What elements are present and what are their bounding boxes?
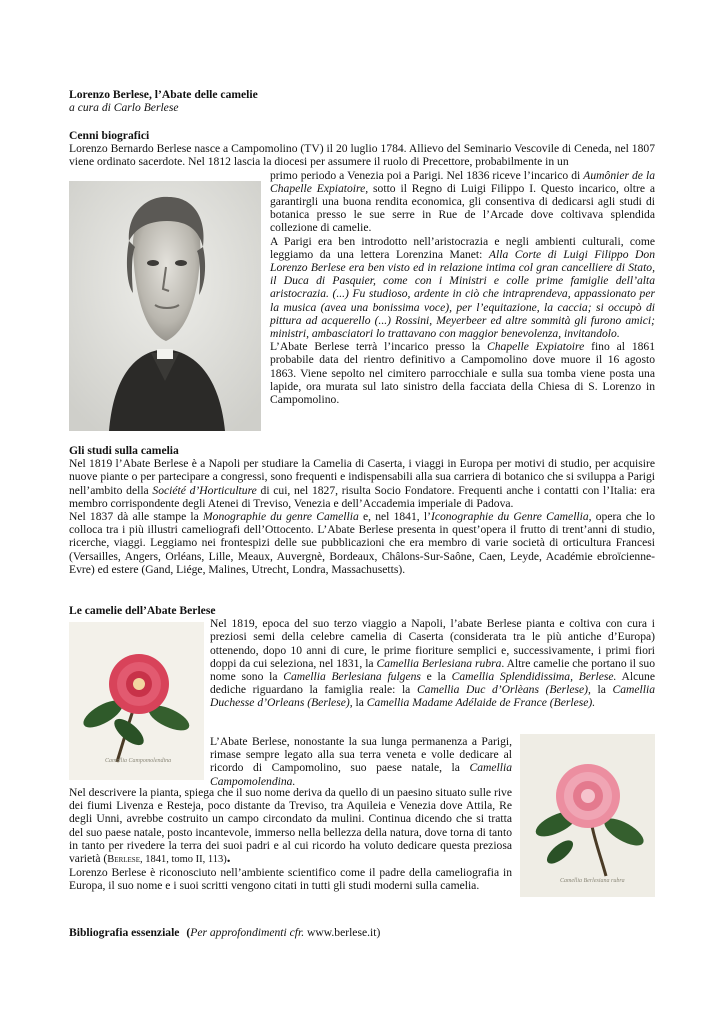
camellias-paragraph-3: Lorenzo Berlese è riconosciuto nell’ambiente scientifico come il padre della cameliografia in Europa, il suo nome e i suoi scritti vengono citati in tutti gli studi moderni sulla camelia. xyxy=(69,866,512,893)
camellias-section xyxy=(69,604,655,710)
camellias-wrap-column xyxy=(210,617,655,709)
camellias-heading: Le camelie dell’Abate Berlese xyxy=(69,604,216,617)
cam-p1-text-c: e la xyxy=(420,670,452,684)
document-header xyxy=(69,88,655,114)
cam-p1-text-d: Alcune dediche riguardano la famiglia reale: la xyxy=(210,670,655,697)
bio-section xyxy=(69,129,655,406)
bio-paragraph-2 xyxy=(270,235,655,341)
camellia-1-caption: Camellia Campomolendina xyxy=(105,758,172,764)
bio-p3-text-b: fino al 1861 probabile data del rientro definitivo a Campomolino dove muore il 16 agosto 1863. Viene sepolto nel cimitero parrocchiale e sulla sua tomba viene posta una lapide, ora murata sul lato sinistro della facciata della Chiesa di S. Lorenzo in Campomolino. xyxy=(270,340,656,407)
cam-p1-text-b: . Altre camelie che portano il suo nome sono la xyxy=(210,656,655,684)
bio-p2-text: A Parigi era ben introdotto nell’aristocrazia e negli ambienti culturali, come leggiamo da una lettera Lorenzina Manet: xyxy=(270,234,655,261)
cam-p2-period: . xyxy=(226,850,231,867)
bio-heading: Cenni biografici xyxy=(69,129,150,142)
studies-p1-text-a: Nel 1819 l’Abate Berlese è a Napoli per studiare la Camelia di Caserta, i viaggi in Europa per motivi di studio, per acquisire nuove piante o per partecipare a congressi, sono frequenti e indispensabili alla sua carriera di botanico che si sviluppa a Parigi nell’ambito della xyxy=(69,457,655,497)
cam-p2-ref-author: Berlese xyxy=(107,854,140,866)
bio-p1-text-a: primo periodo a Venezia poi a Parigi. Nel 1836 riceve l’incarico di xyxy=(270,168,584,182)
studies-heading: Gli studi sulla camelia xyxy=(69,444,179,457)
cam-p2-text-b: Nel descrivere la pianta, spiega che il suo nome deriva da quello di un paesino situato sulle rive dei fiumi Livenza e Resteja, poco distante da Treviso, tra Aquileia e Venezia dove Attila, Re degli Unni, avrebbe costruito un campo circondato da mulini. Continua dicendo che si tratta del suo paese natale, posto incantevole, immerso nella bellezza della natura, dove torna di tanto in tanto per rivedere la terra dei suoi padri e al cui ricordo ha voluto dedicare questa preziosa varietà ( xyxy=(69,786,513,866)
camellia-2-caption: Camellia Berlesiana rubra xyxy=(560,878,625,884)
cam-p1-italic-2: Camellia Berlesiana fulgens xyxy=(283,670,421,684)
camellias-paragraph-1 xyxy=(210,617,655,709)
bibliography-note: Per approfondimenti cfr. xyxy=(190,926,305,939)
studies-p2-italic-1: Monographie du genre Camellia xyxy=(203,510,359,524)
document-author: a cura di Carlo Berlese xyxy=(69,101,179,115)
bio-p2-quote: Alla Corte di Luigi Filippo Don Lorenzo Berlese era ben visto ed in relazione intima col gran cancelliere di Stato, il Duca di Pasquier, come con i Ministri e colle prime famiglie dell’alta aristocrazia. (...) Fu studioso, ardente in ciò che intraprendeva, appassionato per la musica (avea una bonissima voce), per l’equitazione, la caccia; si occupò di pittura ad acquerello (...) Rossini, Meyerbeer ed altre sommità gli furono amici; ministri, ambasciatori lo trattavano con maggior benevolenza, invitandolo. xyxy=(270,247,656,341)
studies-p1-text-b: di cui, nel 1827, risulta Socio Fondatore. Frequenti anche i contatti con l’Italia: era membro corrispondente degli Atenei di Treviso, Venezia e dell’Accademia imperiale di Padova. xyxy=(69,483,655,510)
bio-p1-text-b: sotto il Regno di Luigi Filippo I. Questo incarico, oltre a garantirgli una buona rendita economica, gli consentiva di dedicarsi agli studi di botanica presso le sue serre in Rue de l’Arcade dove coltivava splendida collezione di camelie. xyxy=(270,181,655,235)
bio-p3-text-a: L’Abate Berlese terrà l’incarico presso la xyxy=(270,340,488,354)
cam-p1-italic-4: Camellia Duc d’Orlèans (Berlese), xyxy=(416,683,591,697)
cam-p1-italic-6: Camellia Madame Adélaide de France (Berlese). xyxy=(366,696,596,710)
bibliography-heading: Bibliografia essenziale xyxy=(69,926,180,939)
bio-paragraph-1-top: Lorenzo Bernardo Berlese nasce a Campomolino (TV) il 20 luglio 1784. Allievo del Seminario Vescovile di Ceneda, nel 1807 viene ordinato sacerdote. Nel 1812 lascia la diocesi per assumere il ruolo di Precettore, probabilmente in un xyxy=(69,142,655,169)
bibliography xyxy=(69,926,655,939)
cam-p1-italic-1: Camellia Berlesiana rubra xyxy=(376,656,502,670)
bibliography-link[interactable]: www.berlese.it) xyxy=(304,926,381,939)
document-title: Lorenzo Berlese, l’Abate delle camelie xyxy=(69,88,258,101)
cam-p1-italic-3: Camellia Splendidissima, Berlese. xyxy=(451,670,617,684)
cam-p1-text-e: la xyxy=(590,683,613,697)
studies-paragraph-1 xyxy=(69,457,655,510)
cam-p1-text-f: la xyxy=(352,696,367,710)
bio-p3-italic: Chapelle Expiatoire xyxy=(487,340,585,354)
bio-paragraph-3 xyxy=(270,340,655,406)
studies-p2-text-c: opera che lo colloca tra i più illustri cameliografi dell’Ottocento. L’Abate Berlese presenta in quest’opera il frutto di trent’anni di studio, ricerche, viaggi. Leggiamo nei frontespizi delle sue pubblicazioni che era membro di varie società di orticultura Francesi (Versailles, Angers, Orléans, Lille, Meaux, Auvergnè, Bordeaux, Châlons-Sur-Saône, Caen, Leyde, Académie ebroïcienne-Evre) ed estere (Gand, Liége, Malines, Utrecht, Londra, Massachusetts). xyxy=(69,510,656,576)
bio-right-column xyxy=(270,169,655,407)
cam-p2-ref-detail: , 1841, tomo II, 113) xyxy=(139,854,227,866)
cam-p2-italic: Camellia Campomolendina. xyxy=(210,761,512,788)
cam-p1-italic-5: Camellia Duchesse d’Orleans (Berlese), xyxy=(210,683,656,710)
studies-p2-text-a: Nel 1837 dà alle stampe la xyxy=(69,510,203,524)
bio-paragraph-1 xyxy=(270,169,655,235)
studies-p1-italic: Société d’Horticulture xyxy=(152,483,257,497)
cam-p1-text-a: Nel 1819, epoca del suo terzo viaggio a Napoli, l’abate Berlese pianta e coltiva con cura i preziosi semi della celebre camelia di Caserta (considerata tra le più antiche d’Europa) ottenendo, dopo 10 anni di cure, le prime fioriture semplici e, successivamente, i primi fiori doppi da cui seleziona, nel 1831, la xyxy=(210,617,655,670)
studies-section xyxy=(69,444,655,576)
studies-p2-italic-2: Iconographie du Genre Camellia, xyxy=(430,510,592,524)
bio-p1-italic: Aumônier de la Chapelle Expiatoire, xyxy=(270,168,655,195)
camellias-paragraph-2 xyxy=(210,735,512,788)
camellias-paragraph-2-start xyxy=(210,735,512,788)
studies-paragraph-2 xyxy=(69,510,655,576)
camellias-paragraph-2-cont xyxy=(69,786,512,893)
camellia-illustration-2 xyxy=(520,734,655,897)
studies-p2-text-b: e, nel 1841, l’ xyxy=(358,510,431,524)
camellias-paragraph-2-body xyxy=(69,786,512,866)
bibliography-paren: ( xyxy=(186,926,191,939)
cam-p2-text-a: L’Abate Berlese, nonostante la sua lunga permanenza a Parigi, rimase sempre legato alla sua terra veneta e volle dedicare al ricordo di Campomolino, suo paese natale, la xyxy=(210,735,512,775)
